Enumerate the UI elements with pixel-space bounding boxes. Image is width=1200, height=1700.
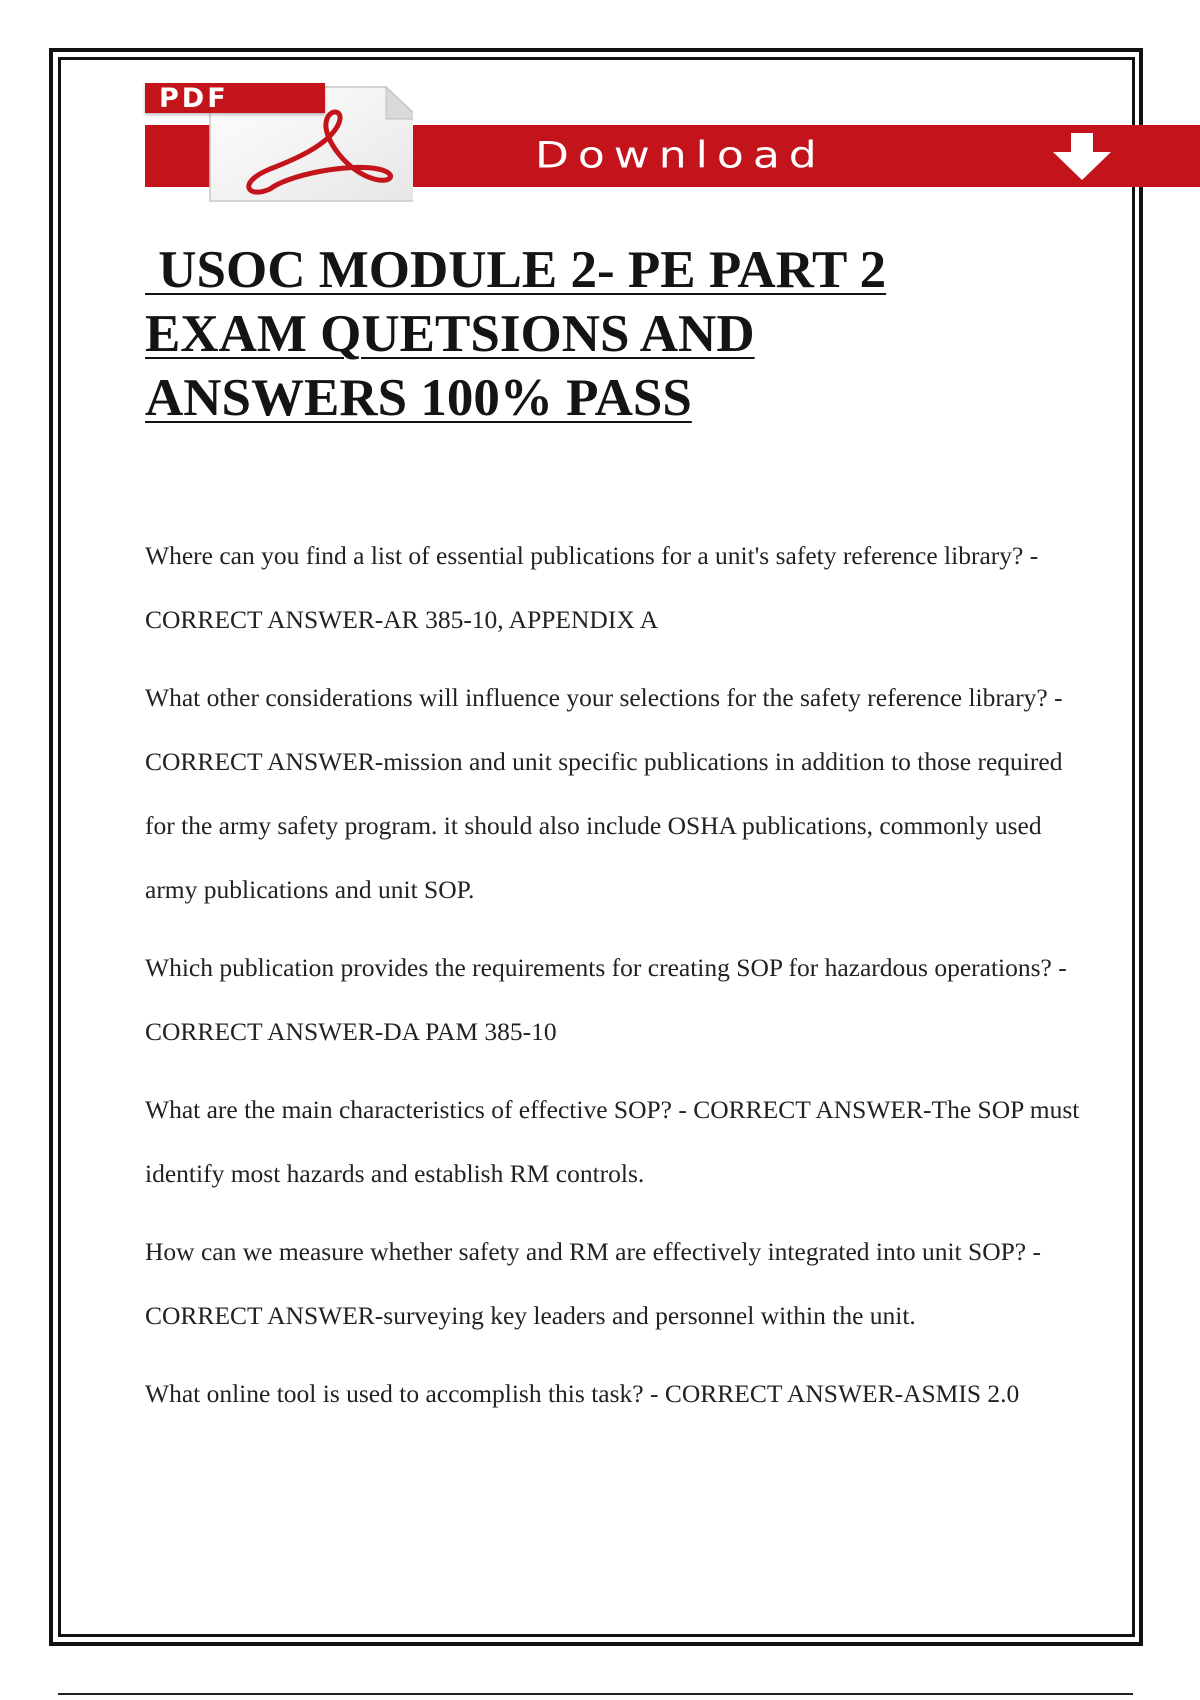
qa-list — [145, 524, 1080, 1440]
qa-item: What online tool is used to accomplish this task? - CORRECT ANSWER-ASMIS 2.0 — [145, 1379, 1020, 1408]
qa-item: Where can you find a list of essential publications for a unit's safety reference library? - CORRECT ANSWER-AR 385-10, APPENDIX A — [145, 541, 1039, 634]
bottom-divider — [58, 1693, 1133, 1695]
download-label[interactable]: Download — [535, 134, 826, 177]
qa-item: What other considerations will influence your selections for the safety reference library? - CORRECT ANSWER-mission and unit specific publications in addition to those required for the army safety program. it should also include OSHA publications, commonly used army publications and unit SOP. — [145, 683, 1063, 904]
pdf-tag-label: PDF — [159, 83, 229, 114]
download-arrow-icon[interactable] — [1049, 130, 1115, 182]
title-line-3: ANSWERS 100% PASS — [145, 369, 692, 427]
title-line-2: EXAM QUETSIONS AND — [145, 305, 755, 363]
pdf-tag — [145, 83, 325, 113]
qa-item: Which publication provides the requirements for creating SOP for hazardous operations? - CORRECT ANSWER-DA PAM 385-10 — [145, 953, 1067, 1046]
qa-item: What are the main characteristics of effective SOP? - CORRECT ANSWER-The SOP must identify most hazards and establish RM controls. — [145, 1095, 1080, 1188]
title-line-1: USOC MODULE 2- PE PART 2 — [145, 241, 887, 299]
document-title — [145, 238, 1065, 430]
qa-item: How can we measure whether safety and RM are effectively integrated into unit SOP? - CORRECT ANSWER-surveying key leaders and personnel within the unit. — [145, 1237, 1041, 1330]
pdf-download-banner[interactable] — [145, 78, 1200, 204]
